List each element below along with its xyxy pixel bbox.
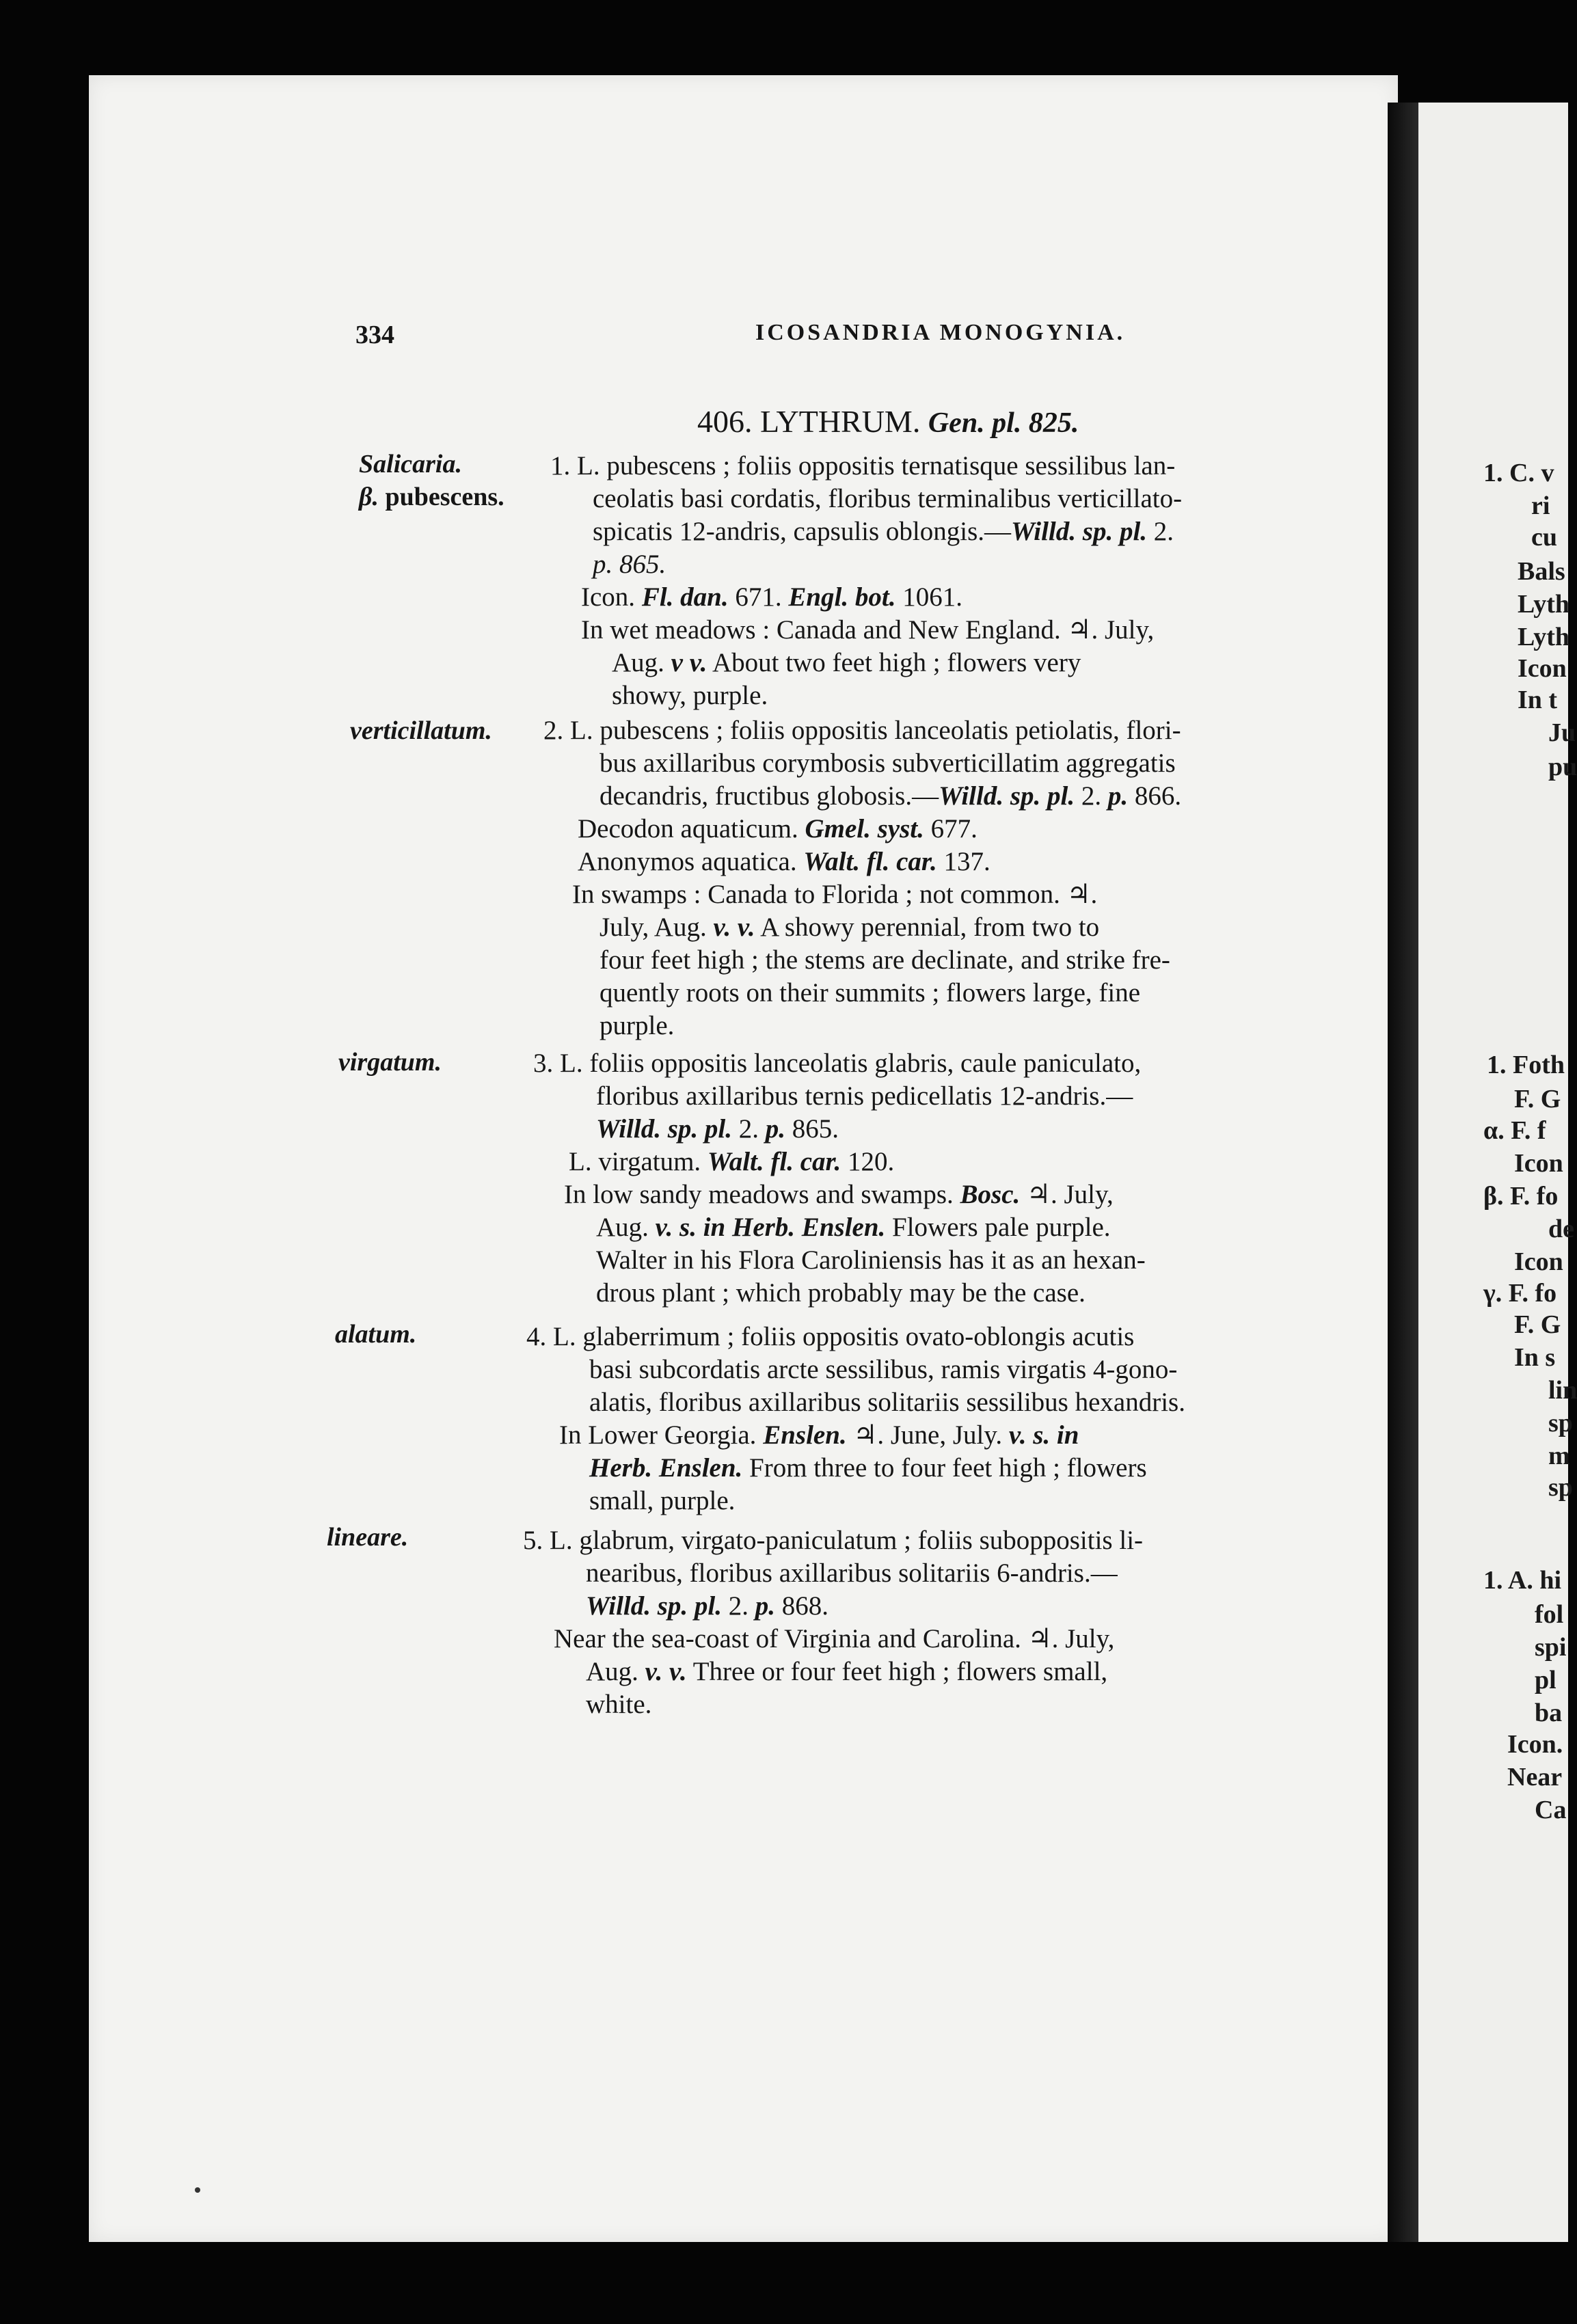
entry-line — [533, 1113, 1146, 1146]
entry-text: Decodon aquaticum. — [578, 814, 805, 843]
next-page-fragment: Ju — [1548, 718, 1576, 747]
genus-reference: Gen. pl. 825. — [928, 407, 1079, 439]
species-entry-1 — [550, 450, 1182, 712]
next-page-fragment: sp — [1548, 1409, 1573, 1437]
page-number: 334 — [355, 321, 394, 349]
next-page-fragment: ba — [1535, 1699, 1563, 1727]
synonym-line — [543, 846, 1181, 878]
habitat-line — [533, 1178, 1146, 1211]
habitat-line: quently roots on their summits ; flowers large, fine — [599, 978, 1141, 1008]
citation: Willd. sp. pl. — [1011, 517, 1148, 546]
beta-symbol: β. — [359, 483, 379, 511]
habitat-line: four feet high ; the stems are declinate, and strike fre- — [599, 945, 1170, 975]
synonym-line — [543, 813, 1181, 846]
entry-text: 865. — [785, 1114, 839, 1144]
citation: Willd. sp. pl. — [939, 781, 1075, 811]
next-page-fragment: pu — [1548, 753, 1577, 781]
next-page-fragment: β. F. fo — [1483, 1182, 1559, 1211]
next-page-fragment: Near — [1507, 1763, 1563, 1792]
entry-line — [543, 780, 1181, 813]
habitat-line: drous plant ; which probably may be the case. — [596, 1278, 1086, 1308]
habitat-line: small, purple. — [589, 1486, 736, 1515]
entry-text: L. virgatum. — [569, 1147, 707, 1176]
genus-name: 406. LYTHRUM. — [697, 404, 921, 439]
next-page-fragment: m — [1548, 1442, 1570, 1470]
dust-speck — [195, 2187, 200, 2193]
habitat-line — [550, 647, 1182, 679]
entry-text: 868. — [775, 1591, 828, 1621]
citation: Fl. dan. — [641, 582, 729, 612]
habitat-line — [523, 1656, 1143, 1688]
next-page-fragment: Icon — [1514, 1149, 1563, 1178]
entry-line: p. 865. — [593, 550, 666, 579]
entry-line — [523, 1590, 1143, 1623]
habitat-line — [526, 1452, 1185, 1485]
next-page-fragment: 1. C. v — [1483, 459, 1554, 487]
entry-text: 1061. — [895, 582, 962, 612]
entry-text: 866. — [1128, 781, 1182, 811]
entry-text: spicatis 12-andris, capsulis oblongis.— — [593, 517, 1012, 546]
entry-text: About two feet high ; flowers very — [707, 648, 1081, 677]
citation: Herb. Enslen. — [589, 1453, 743, 1483]
entry-line: 1. L. pubescens ; foliis oppositis ternatisque sessilibus lan- — [550, 451, 1176, 481]
citation: Enslen. — [763, 1420, 847, 1450]
entry-text: In Lower Georgia. — [559, 1420, 764, 1450]
habitat-line: In swamps : Canada to Florida ; not common. ♃. — [572, 880, 1098, 909]
next-page-fragment: ri — [1531, 491, 1550, 520]
margin-name-lineare: lineare. — [327, 1523, 409, 1552]
habitat-line: showy, purple. — [612, 681, 768, 710]
habitat-line: purple. — [599, 1011, 675, 1040]
entry-text: Aug. — [586, 1657, 645, 1686]
next-page-fragment: Icon — [1514, 1247, 1563, 1276]
next-page-fragment: fol — [1535, 1600, 1564, 1629]
synonym-line — [533, 1146, 1146, 1178]
habitat-line — [533, 1211, 1146, 1244]
citation: Willd. sp. pl. — [586, 1591, 722, 1621]
citation: v. v. — [713, 913, 755, 942]
entry-text: 2. — [1075, 781, 1108, 811]
margin-name-pubescens — [359, 481, 504, 513]
next-page-fragment: Ca — [1535, 1796, 1567, 1824]
entry-line: nearibus, floribus axillaribus solitariis 6-andris.— — [586, 1558, 1118, 1588]
pubescens-label: pubescens. — [385, 483, 504, 511]
next-page-edge — [1418, 103, 1577, 2242]
entry-line: floribus axillaribus ternis pedicellatis 12-andris.— — [596, 1081, 1133, 1111]
citation: v v. — [671, 648, 707, 677]
next-page-fragment: cu — [1531, 523, 1557, 552]
citation: Gmel. syst. — [805, 814, 924, 843]
icon-line — [550, 581, 1182, 614]
entry-text: Anonymos aquatica. — [578, 847, 804, 876]
entry-line: ceolatis basi cordatis, floribus terminalibus verticillato- — [593, 484, 1183, 513]
next-page-fragment: In s — [1514, 1343, 1556, 1372]
habitat-line — [526, 1419, 1185, 1452]
entry-text: decandris, fructibus globosis.— — [599, 781, 939, 811]
entry-text: Icon. — [581, 582, 642, 612]
habitat-line: white. — [586, 1690, 652, 1719]
entry-line: 2. L. pubescens ; foliis oppositis lanceolatis petiolatis, flori- — [543, 716, 1181, 745]
next-page-fragment: In t — [1518, 686, 1558, 714]
entry-text: From three to four feet high ; flowers — [742, 1453, 1147, 1483]
next-page-fragment: Bals — [1518, 557, 1565, 586]
entry-text: Aug. — [612, 648, 671, 677]
margin-name-alatum: alatum. — [335, 1320, 417, 1349]
entry-text: 120. — [841, 1147, 895, 1176]
next-page-fragment: lin — [1548, 1376, 1577, 1405]
entry-text: 671. — [728, 582, 789, 612]
entry-text: In low sandy meadows and swamps. — [564, 1180, 960, 1209]
entry-line: 3. L. foliis oppositis lanceolatis glabris, caule paniculato, — [533, 1049, 1142, 1078]
next-page-fragment: sp — [1548, 1473, 1573, 1502]
citation: v. s. in Herb. Enslen. — [655, 1213, 886, 1242]
entry-text: 2. — [732, 1114, 766, 1144]
next-page-fragment: F. G — [1514, 1085, 1561, 1113]
habitat-line: Walter in his Flora Caroliniensis has it as an hexan- — [596, 1245, 1146, 1275]
species-entry-2 — [543, 714, 1181, 1042]
citation: Willd. sp. pl. — [596, 1114, 732, 1144]
entry-text: 2. — [1147, 517, 1174, 546]
margin-name-verticillatum: verticillatum. — [350, 716, 492, 745]
next-page-fragment: γ. F. fo — [1483, 1279, 1557, 1308]
entry-text: ♃. July, — [1020, 1180, 1114, 1209]
entry-text: A showy perennial, from two to — [755, 913, 1100, 942]
entry-text: Aug. — [596, 1213, 656, 1242]
citation: Walt. fl. car. — [803, 847, 937, 876]
entry-line: alatis, floribus axillaribus solitariis sessilibus hexandris. — [589, 1388, 1185, 1417]
species-entry-3 — [533, 1047, 1146, 1310]
next-page-fragment: α. F. f — [1483, 1116, 1546, 1145]
next-page-fragment: 1. Foth — [1487, 1051, 1565, 1079]
entry-text: 2. — [722, 1591, 755, 1621]
entry-line: 4. L. glaberrimum ; foliis oppositis ovato-oblongis acutis — [526, 1322, 1135, 1351]
citation: Walt. fl. car. — [707, 1147, 841, 1176]
entry-line: 5. L. glabrum, virgato-paniculatum ; foliis suboppositis li- — [523, 1526, 1144, 1555]
running-title: ICOSANDRIA MONOGYNIA. — [755, 320, 1126, 345]
next-page-fragment: de — [1548, 1215, 1574, 1243]
page-gutter — [1388, 103, 1418, 2242]
next-page-fragment: pl — [1535, 1666, 1556, 1694]
margin-name-salicaria: Salicaria. — [359, 450, 462, 478]
citation: p. — [765, 1114, 785, 1144]
next-page-fragment: spi — [1535, 1633, 1567, 1662]
next-page-fragment: 1. A. hi — [1483, 1566, 1562, 1595]
entry-text: Three or four feet high ; flowers small, — [686, 1657, 1108, 1686]
entry-text: July, Aug. — [599, 913, 714, 942]
habitat-line: In wet meadows : Canada and New England. ♃. July, — [581, 615, 1155, 645]
citation: p. — [1107, 781, 1129, 811]
entry-text: 137. — [936, 847, 990, 876]
citation: Bosc. — [960, 1180, 1021, 1209]
entry-text: Flowers pale purple. — [885, 1213, 1111, 1242]
next-page-fragment: Lyth — [1518, 590, 1570, 619]
citation: p. — [755, 1591, 775, 1621]
entry-line: bus axillaribus corymbosis subverticillatim aggregatis — [599, 748, 1176, 778]
entry-line: basi subcordatis arcte sessilibus, ramis virgatis 4-gono- — [589, 1355, 1178, 1384]
next-page-fragment: F. G — [1514, 1310, 1561, 1339]
citation: v. s. in — [1008, 1420, 1079, 1450]
citation: v. v. — [645, 1657, 687, 1686]
next-page-fragment: Lyth — [1518, 623, 1570, 651]
genus-heading — [697, 403, 1079, 440]
next-page-fragment: Icon — [1518, 654, 1567, 683]
entry-text: 677. — [924, 814, 978, 843]
habitat-line — [543, 911, 1181, 944]
citation: Engl. bot. — [788, 582, 896, 612]
entry-text: ♃. June, July. — [846, 1420, 1009, 1450]
margin-name-virgatum: virgatum. — [338, 1048, 442, 1077]
habitat-line: Near the sea-coast of Virginia and Carolina. ♃. July, — [554, 1624, 1115, 1653]
species-entry-4 — [526, 1321, 1185, 1517]
next-page-fragment: Icon. — [1507, 1730, 1563, 1759]
entry-line — [550, 515, 1182, 548]
species-entry-5 — [523, 1524, 1143, 1721]
